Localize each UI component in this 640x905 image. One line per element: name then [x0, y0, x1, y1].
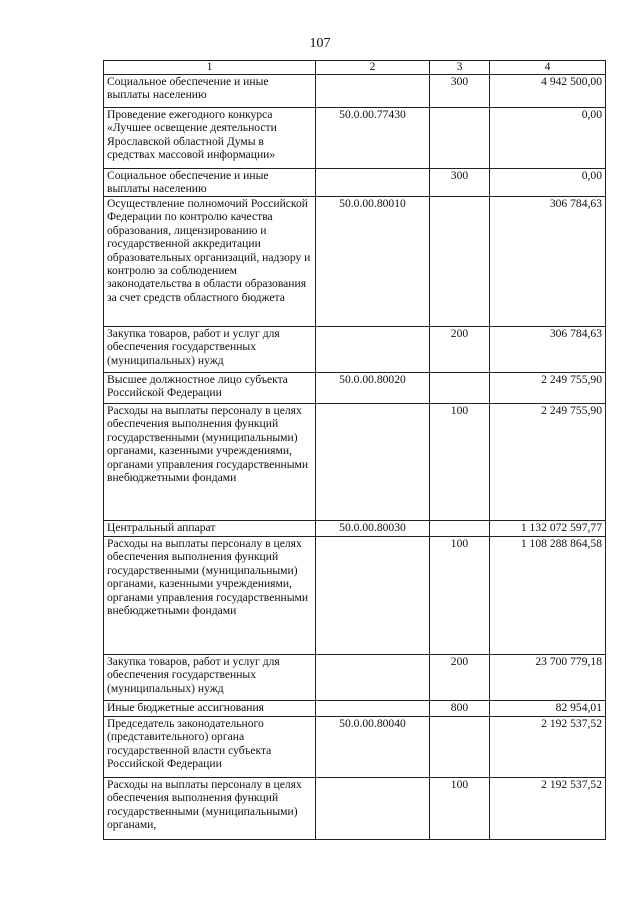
- target-code: [316, 327, 430, 373]
- expense-name: Расходы на выплаты персоналу в целях обеспечения выполнения функций государственными (муниципальными) органами, казенными учреждениями, органами управления государственными внебюджетными фондами: [104, 404, 316, 521]
- header-col-1: 1: [104, 61, 316, 75]
- expense-type-code: [430, 373, 490, 404]
- target-code: [316, 655, 430, 701]
- target-code: [316, 778, 430, 840]
- table-row: [104, 197, 606, 327]
- expense-name: Центральный аппарат: [104, 521, 316, 537]
- header-col-4: 4: [490, 61, 606, 75]
- table-row: [104, 655, 606, 701]
- expense-name: Социальное обеспечение и иные выплаты населению: [104, 75, 316, 108]
- header-col-3: 3: [430, 61, 490, 75]
- target-code: 50.0.00.80040: [316, 717, 430, 778]
- amount: 0,00: [490, 108, 606, 169]
- target-code: [316, 75, 430, 108]
- expense-name: Высшее должностное лицо субъекта Российской Федерации: [104, 373, 316, 404]
- expense-type-code: [430, 717, 490, 778]
- expense-type-code: 800: [430, 701, 490, 717]
- budget-table: [103, 60, 606, 840]
- expense-type-code: 100: [430, 404, 490, 521]
- amount: 1 132 072 597,77: [490, 521, 606, 537]
- expense-type-code: 100: [430, 537, 490, 655]
- expense-name: Расходы на выплаты персоналу в целях обеспечения выполнения функций государственными (муниципальными) органами,: [104, 778, 316, 840]
- table-row: [104, 373, 606, 404]
- table-row: [104, 327, 606, 373]
- amount: 2 192 537,52: [490, 717, 606, 778]
- amount: 1 108 288 864,58: [490, 537, 606, 655]
- amount: 23 700 779,18: [490, 655, 606, 701]
- table-row: [104, 778, 606, 840]
- header-col-2: 2: [316, 61, 430, 75]
- expense-type-code: 200: [430, 655, 490, 701]
- amount: 306 784,63: [490, 327, 606, 373]
- amount: 2 249 755,90: [490, 373, 606, 404]
- expense-name: Иные бюджетные ассигнования: [104, 701, 316, 717]
- amount: 4 942 500,00: [490, 75, 606, 108]
- expense-name: Председатель законодательного (представительного) органа государственной власти субъекта Российской Федерации: [104, 717, 316, 778]
- table-row: [104, 169, 606, 197]
- expense-type-code: 200: [430, 327, 490, 373]
- target-code: 50.0.00.80010: [316, 197, 430, 327]
- amount: 2 249 755,90: [490, 404, 606, 521]
- expense-name: Расходы на выплаты персоналу в целях обеспечения выполнения функций государственными (муниципальными) органами, казенными учреждениями, органами управления государственными внебюджетными фондами: [104, 537, 316, 655]
- expense-type-code: 300: [430, 75, 490, 108]
- target-code: 50.0.00.80020: [316, 373, 430, 404]
- table-row: [104, 521, 606, 537]
- table-header: [104, 61, 606, 75]
- expense-name: Закупка товаров, работ и услуг для обеспечения государственных (муниципальных) нужд: [104, 655, 316, 701]
- target-code: [316, 404, 430, 521]
- table-row: [104, 537, 606, 655]
- target-code: 50.0.00.80030: [316, 521, 430, 537]
- expense-type-code: [430, 108, 490, 169]
- target-code: [316, 537, 430, 655]
- header-row: [104, 61, 606, 75]
- expense-name: Социальное обеспечение и иные выплаты населению: [104, 169, 316, 197]
- expense-name: Закупка товаров, работ и услуг для обеспечения государственных (муниципальных) нужд: [104, 327, 316, 373]
- amount: 82 954,01: [490, 701, 606, 717]
- table-row: [104, 404, 606, 521]
- table-row: [104, 108, 606, 169]
- target-code: 50.0.00.77430: [316, 108, 430, 169]
- table-row: [104, 717, 606, 778]
- expense-name: Проведение ежегодного конкурса «Лучшее освещение деятельности Ярославской областной Думы в средствах массовой информации»: [104, 108, 316, 169]
- amount: 2 192 537,52: [490, 778, 606, 840]
- expense-type-code: 300: [430, 169, 490, 197]
- expense-type-code: [430, 197, 490, 327]
- target-code: [316, 701, 430, 717]
- page-number: 107: [309, 36, 331, 51]
- table-body: [104, 75, 606, 840]
- expense-name: Осуществление полномочий Российской Федерации по контролю качества образования, лицензированию и государственной аккредитации образовательных организаций, надзору и контролю за соблюдением законодательства в области образования за счет средств областного бюджета: [104, 197, 316, 327]
- table-row: [104, 701, 606, 717]
- amount: 306 784,63: [490, 197, 606, 327]
- table-row: [104, 75, 606, 108]
- target-code: [316, 169, 430, 197]
- amount: 0,00: [490, 169, 606, 197]
- expense-type-code: 100: [430, 778, 490, 840]
- expense-type-code: [430, 521, 490, 537]
